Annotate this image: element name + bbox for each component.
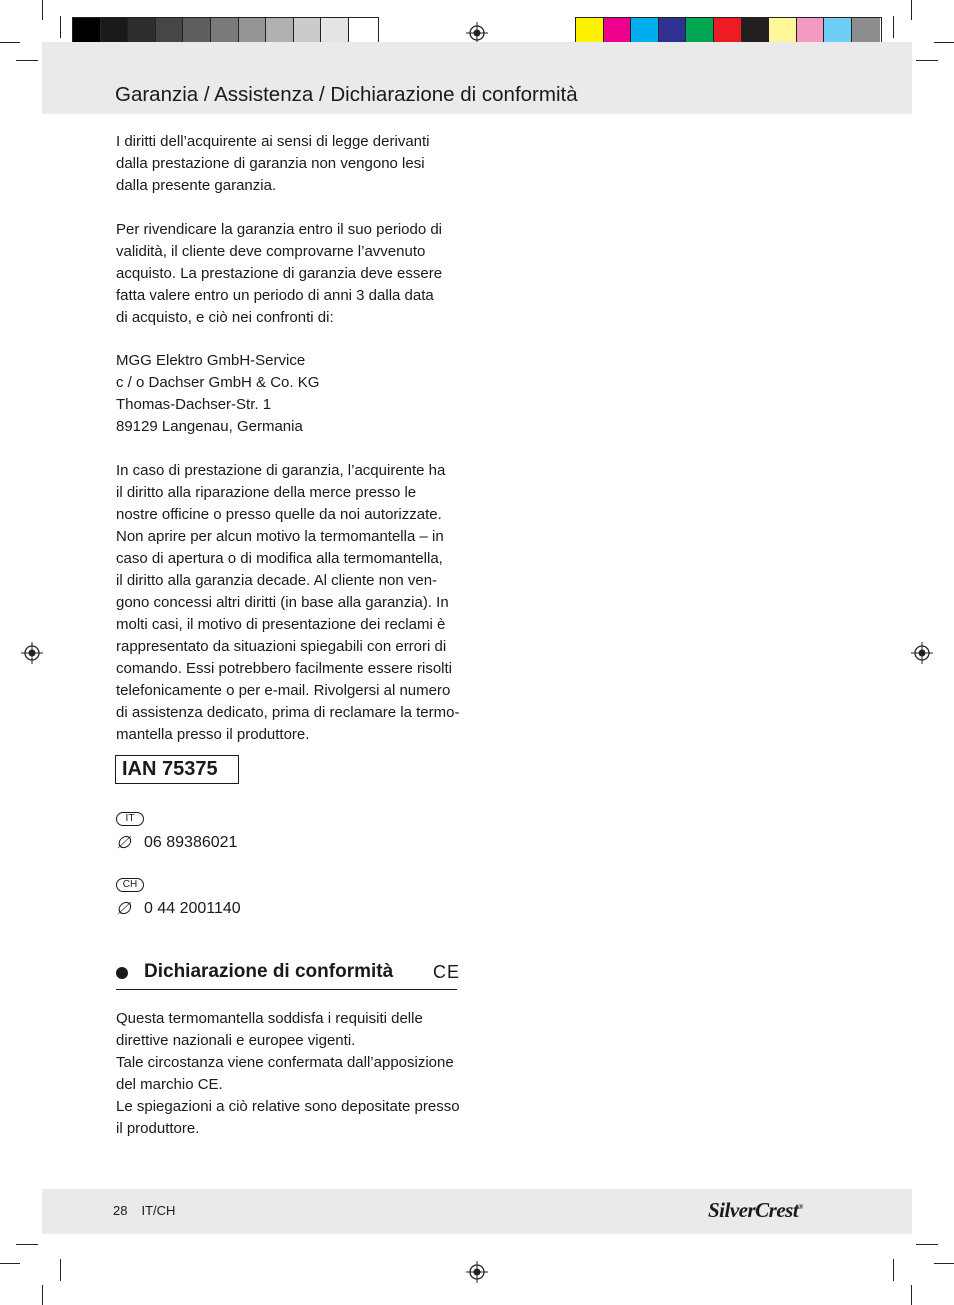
- crop-mark: [893, 16, 894, 38]
- phone-icon: ∅: [116, 833, 131, 852]
- registration-mark-icon: [21, 642, 43, 664]
- registered-mark: ®: [798, 1203, 803, 1211]
- text-line: direttive nazionali e europee vigenti.: [116, 1032, 356, 1049]
- text-line: dalla presente garanzia.: [116, 177, 277, 194]
- crop-mark: [916, 60, 938, 61]
- color-swatch: [742, 18, 770, 45]
- text-line: 89129 Langenau, Germania: [116, 418, 303, 435]
- crop-mark: [934, 1263, 954, 1264]
- color-swatch: [349, 18, 377, 45]
- color-swatch: [101, 18, 129, 45]
- text-line: telefonicamente o per e-mail. Rivolgersi al numero: [116, 682, 451, 699]
- crop-mark: [916, 1244, 938, 1245]
- text-line: Per rivendicare la garanzia entro il suo periodo di: [116, 221, 443, 238]
- text-line: il diritto alla riparazione della merce presso le: [116, 484, 417, 501]
- text-line: dalla prestazione di garanzia non vengono lesi: [116, 155, 425, 172]
- text-line: Tale circostanza viene confermata dall’apposizione: [116, 1054, 454, 1071]
- brand-logo: [708, 1198, 803, 1223]
- bullet-icon: [116, 967, 128, 979]
- registration-mark-icon: [466, 22, 488, 44]
- country-badge-ch: CH: [116, 878, 144, 892]
- color-swatch: [824, 18, 852, 45]
- text-line: gono concessi altri diritti (in base alla garanzia). In: [116, 594, 449, 611]
- color-swatch: [686, 18, 714, 45]
- color-swatch: [852, 18, 880, 45]
- crop-mark: [60, 1259, 61, 1281]
- crop-mark: [911, 0, 912, 20]
- color-swatch: [266, 18, 294, 45]
- color-swatch: [769, 18, 797, 45]
- crop-mark: [42, 1285, 43, 1305]
- warranty-rights-paragraph: [116, 131, 471, 197]
- color-swatch: [211, 18, 239, 45]
- text-line: c / o Dachser GmbH & Co. KG: [116, 374, 320, 391]
- brand-name: SilverCrest: [708, 1198, 799, 1222]
- phone-number-ch: 0 44 2001140: [144, 900, 241, 917]
- crop-mark: [911, 1285, 912, 1305]
- color-swatch: [156, 18, 184, 45]
- footer-page-info: [113, 1203, 189, 1218]
- color-swatch: [239, 18, 267, 45]
- color-swatch: [631, 18, 659, 45]
- registration-mark-icon: [911, 642, 933, 664]
- crop-mark: [42, 0, 43, 20]
- color-swatch: [659, 18, 687, 45]
- phone-icon: ∅: [116, 899, 131, 918]
- crop-mark: [0, 42, 20, 43]
- text-line: il produttore.: [116, 1120, 200, 1137]
- color-swatch: [73, 18, 101, 45]
- ian-number: IAN 75375: [115, 755, 239, 784]
- warranty-repair-paragraph: [116, 460, 471, 746]
- color-swatch: [128, 18, 156, 45]
- text-line: molti casi, il motivo di presentazione dei reclami è: [116, 616, 446, 633]
- text-line: nostre officine o presso quelle da noi autorizzate.: [116, 506, 442, 523]
- conformity-heading: [116, 960, 461, 990]
- text-line: mantella presso il produttore.: [116, 726, 310, 743]
- color-swatch: [183, 18, 211, 45]
- color-swatch: [797, 18, 825, 45]
- country-badge-it: IT: [116, 812, 144, 826]
- text-line: comando. Essi potrebbero facilmente essere risolti: [116, 660, 452, 677]
- text-line: di assistenza dedicato, prima di reclamare la termo-: [116, 704, 460, 721]
- page-title: Garanzia / Assistenza / Dichiarazione di conformità: [115, 83, 578, 106]
- text-line: acquisto. La prestazione di garanzia deve essere: [116, 265, 443, 282]
- crop-mark: [16, 60, 38, 61]
- crop-mark: [0, 1263, 20, 1264]
- registration-mark-icon: [466, 1261, 488, 1283]
- text-line: MGG Elektro GmbH-Service: [116, 352, 306, 369]
- text-line: fatta valere entro un periodo di anni 3 dalla data: [116, 287, 434, 304]
- text-line: Thomas-Dachser-Str. 1: [116, 396, 272, 413]
- locale-label: IT/CH: [141, 1203, 176, 1218]
- text-line: del marchio CE.: [116, 1076, 223, 1093]
- color-swatch: [294, 18, 322, 45]
- text-line: In caso di prestazione di garanzia, l’acquirente ha: [116, 462, 446, 479]
- conformity-paragraph: [116, 1008, 471, 1140]
- crop-mark: [60, 16, 61, 38]
- text-line: di acquisto, e ciò nei confronti di:: [116, 309, 334, 326]
- page-number: 28: [113, 1203, 128, 1218]
- color-swatch: [576, 18, 604, 45]
- color-swatch: [714, 18, 742, 45]
- color-swatch: [321, 18, 349, 45]
- conformity-title: Dichiarazione di conformità: [144, 961, 394, 982]
- text-line: I diritti dell’acquirente ai sensi di legge derivanti: [116, 133, 430, 150]
- phone-number-it: 06 89386021: [144, 834, 238, 851]
- text-line: il diritto alla garanzia decade. Al cliente non ven-: [116, 572, 438, 589]
- text-line: caso di apertura o di modifica alla termomantella,: [116, 550, 443, 567]
- color-swatch: [604, 18, 632, 45]
- service-address: [116, 350, 471, 438]
- text-line: Questa termomantella soddisfa i requisiti delle: [116, 1010, 423, 1027]
- crop-mark: [934, 42, 954, 43]
- ce-mark-icon: CE: [433, 962, 461, 982]
- text-line: Le spiegazioni a ciò relative sono depositate presso: [116, 1098, 460, 1115]
- text-line: rappresentato da situazioni spiegabili con errori di: [116, 638, 447, 655]
- crop-mark: [16, 1244, 38, 1245]
- crop-mark: [893, 1259, 894, 1281]
- text-line: Non aprire per alcun motivo la termomantella – in: [116, 528, 444, 545]
- warranty-claim-paragraph: [116, 219, 471, 329]
- text-line: validità, il cliente deve comprovarne l’avvenuto: [116, 243, 426, 260]
